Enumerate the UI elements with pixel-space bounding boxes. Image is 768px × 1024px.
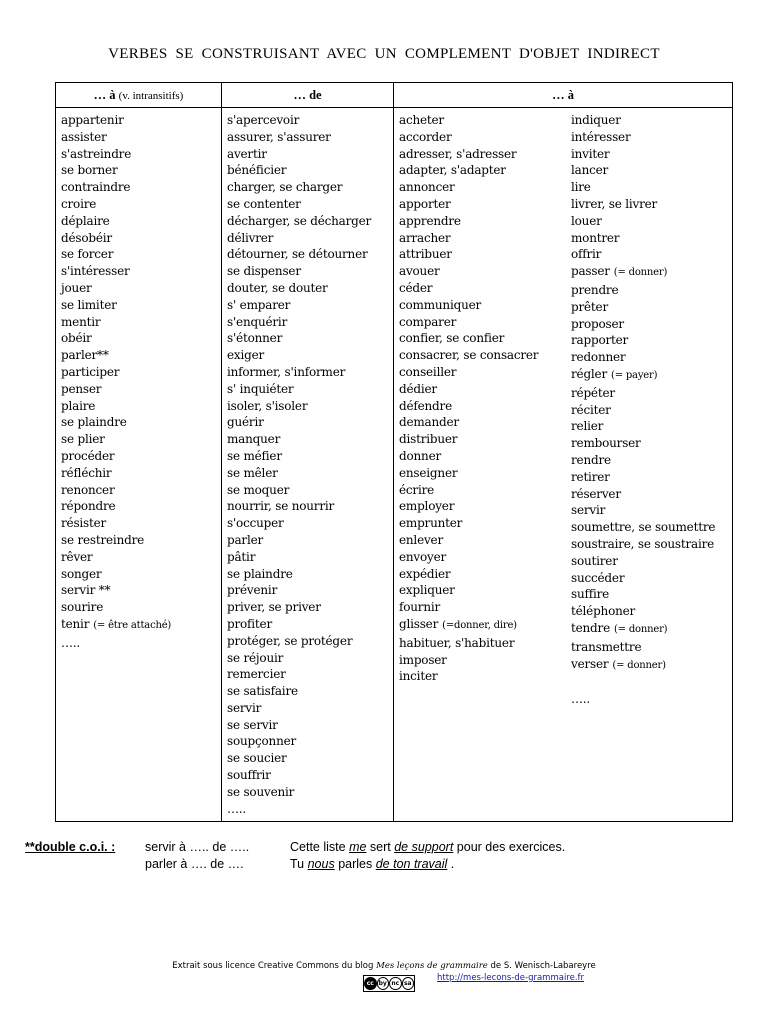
list-item: rembourser (571, 436, 641, 451)
header-a-transitive: … à (394, 83, 733, 108)
list-item: louer (571, 213, 602, 228)
list-item: rendre (571, 452, 611, 467)
list-item: pâtir (227, 549, 256, 564)
verb-note: (= payer) (611, 369, 658, 381)
list-item: participer (61, 364, 120, 379)
list-item: communiquer (399, 297, 482, 312)
list-item: soupçonner (227, 734, 297, 749)
verb-list-a-intransitive-tail (61, 616, 221, 652)
footnote-label: **double c.o.i. : (25, 840, 116, 854)
list-item: priver, se priver (227, 600, 321, 615)
sentence-text: parles (334, 857, 376, 871)
list-item: se soucier (227, 751, 287, 766)
list-item: enseigner (399, 465, 458, 480)
list-item: assister (61, 129, 107, 144)
list-item (61, 616, 221, 635)
list-item: se dispenser (227, 264, 301, 279)
verb-note: (= donner) (612, 659, 666, 671)
column-a-transitive-split (399, 112, 732, 708)
sentence-coi-travail: de ton travail (375, 857, 448, 871)
list-item: protéger, se protéger (227, 633, 353, 648)
verb-table (55, 82, 733, 822)
list-item: comparer (399, 314, 457, 329)
list-item: prendre (571, 282, 619, 297)
list-item: réfléchir (61, 465, 112, 480)
column-de (222, 108, 394, 822)
list-item: jouer (61, 280, 92, 295)
verb-text: tendre (571, 620, 610, 635)
verb-list-de (227, 112, 393, 801)
list-item (571, 366, 715, 385)
list-item: appartenir (61, 113, 124, 127)
list-item: se méfier (227, 448, 282, 463)
list-item: se souvenir (227, 784, 295, 799)
list-item: isoler, s'isoler (227, 398, 308, 413)
list-item (571, 656, 715, 675)
list-ellipsis: ….. (227, 801, 247, 816)
list-item: se plaindre (227, 566, 293, 581)
list-item: expliquer (399, 583, 455, 598)
list-item: renoncer (61, 482, 115, 497)
list-item: prévenir (227, 583, 278, 598)
list-item: confier, se confier (399, 331, 505, 346)
verb-note: (= donner) (613, 267, 668, 279)
list-item (571, 620, 715, 639)
list-item: s'étonner (227, 331, 283, 346)
footnote-sentence-1 (290, 840, 565, 854)
sentence-text: sert (366, 840, 395, 854)
verb-list-a-intransitive (61, 112, 221, 616)
footnote-sentence-2 (290, 857, 454, 871)
column-a-intransitive (56, 108, 222, 822)
list-item: s'astreindre (61, 146, 132, 161)
list-item: habituer, s'habituer (399, 635, 515, 650)
list-item: penser (61, 381, 102, 396)
list-item: succéder (571, 570, 625, 585)
sentence-text: pour des exercices. (453, 840, 566, 854)
list-item: se servir (227, 717, 278, 732)
list-item: douter, se douter (227, 280, 328, 295)
footnote-example-parler: parler à …. de …. (145, 857, 244, 871)
list-item: s'intéresser (61, 264, 130, 279)
sentence-text: Cette liste (290, 840, 350, 854)
list-item: se plaindre (61, 415, 127, 430)
blank-line (571, 674, 715, 691)
list-item: réciter (571, 402, 611, 417)
list-item: soumettre, se soumettre (571, 520, 716, 535)
creative-commons-badge (363, 975, 415, 992)
list-item: parler** (61, 348, 109, 363)
list-item: croire (61, 196, 97, 211)
list-item: proposer (571, 316, 624, 331)
verb-note: (= être attaché) (93, 619, 172, 631)
blog-link[interactable]: http://mes-lecons-de-grammaire.fr (437, 973, 585, 983)
sa-icon: sa (402, 977, 415, 990)
list-item: s'apercevoir (227, 113, 300, 127)
list-item: se forcer (61, 247, 114, 262)
list-item: redonner (571, 350, 626, 365)
list-item: se réjouir (227, 650, 284, 665)
list-item: céder (399, 280, 433, 295)
list-item (399, 616, 571, 635)
list-item: inviter (571, 146, 610, 161)
list-item: fournir (399, 600, 441, 615)
list-item: servir ** (61, 583, 111, 598)
header-a-label: … à (93, 87, 116, 102)
list-item: attribuer (399, 247, 452, 262)
list-item: profiter (227, 616, 272, 631)
list-item: sourire (61, 600, 104, 615)
list-item: informer, s'informer (227, 364, 346, 379)
list-item: désobéir (61, 230, 112, 245)
list-item: dédier (399, 381, 437, 396)
header-a-sublabel: (v. intransitifs) (118, 89, 184, 102)
list-item: lire (571, 180, 591, 195)
list-item: conseiller (399, 364, 457, 379)
license-credit (0, 961, 768, 971)
list-item: réserver (571, 486, 621, 501)
list-item: s'enquérir (227, 314, 288, 329)
list-item: employer (399, 499, 455, 514)
credit-text: Extrait sous licence Creative Commons du blog (172, 961, 377, 971)
list-item: procéder (61, 448, 115, 463)
sentence-text: . (447, 857, 455, 871)
sentence-coi-nous: nous (307, 857, 335, 871)
list-item: se limiter (61, 297, 117, 312)
list-item: imposer (399, 652, 447, 667)
list-ellipsis: ….. (61, 635, 81, 650)
list-item: expédier (399, 566, 451, 581)
list-item: téléphoner (571, 604, 636, 619)
list-item: livrer, se livrer (571, 196, 658, 211)
list-item: consacrer, se consacrer (399, 348, 539, 363)
list-item: remercier (227, 667, 286, 682)
credit-author: de S. Wenisch-Labareyre (487, 961, 596, 971)
verb-text: passer (571, 264, 610, 279)
list-item: défendre (399, 398, 452, 413)
list-item: retirer (571, 469, 610, 484)
list-item: apprendre (399, 213, 461, 228)
list-item: inciter (399, 669, 438, 684)
list-item: emprunter (399, 516, 463, 531)
list-item: décharger, se décharger (227, 213, 372, 228)
list-item: répéter (571, 385, 615, 400)
credit-blog-name: Mes leçons de grammaire (376, 961, 488, 971)
list-item: soutirer (571, 553, 618, 568)
list-item: annoncer (399, 180, 455, 195)
list-item: souffrir (227, 768, 271, 783)
list-item: indiquer (571, 113, 621, 127)
list-item: se contenter (227, 196, 301, 211)
nc-icon: nc (389, 977, 402, 990)
list-item: s'occuper (227, 516, 284, 531)
list-item: obéir (61, 331, 92, 346)
footnote-example-servir: servir à ….. de ….. (145, 840, 250, 854)
list-item: avouer (399, 264, 440, 279)
list-item: acheter (399, 113, 444, 127)
list-item: avertir (227, 146, 267, 161)
sentence-coi-support: de support (394, 840, 454, 854)
list-item: contraindre (61, 180, 131, 195)
list-item: se satisfaire (227, 684, 298, 699)
list-item: délivrer (227, 230, 274, 245)
list-item: nourrir, se nourrir (227, 499, 335, 514)
list-item: servir (571, 503, 606, 518)
list-item: rêver (61, 549, 93, 564)
header-a-intransitive (56, 83, 222, 108)
list-item: montrer (571, 230, 620, 245)
list-item: arracher (399, 230, 451, 245)
list-item: adapter, s'adapter (399, 163, 506, 178)
list-item: rapporter (571, 333, 629, 348)
list-item: donner (399, 448, 442, 463)
list-item: se moquer (227, 482, 290, 497)
list-item: distribuer (399, 432, 458, 447)
list-item: s' inquiéter (227, 381, 294, 396)
verb-text: verser (571, 656, 609, 671)
list-item: se borner (61, 163, 118, 178)
verb-list-a-transitive-right (571, 112, 715, 708)
list-item: écrire (399, 482, 435, 497)
list-item: suffire (571, 587, 610, 602)
list-ellipsis: ….. (571, 692, 591, 707)
verb-text: glisser (399, 616, 439, 631)
sentence-text: Tu (290, 857, 308, 871)
verb-text: régler (571, 366, 607, 381)
list-item: accorder (399, 129, 452, 144)
footnote-line-2 (25, 857, 454, 871)
header-de: … de (222, 83, 394, 108)
list-item: exiger (227, 348, 265, 363)
list-item: déplaire (61, 213, 110, 228)
list-item: guérir (227, 415, 264, 430)
verb-note: (=donner, dire) (442, 619, 517, 631)
verb-list-a-transitive-left (399, 112, 571, 708)
list-item: se mêler (227, 465, 278, 480)
list-item: enlever (399, 532, 443, 547)
list-item: répondre (61, 499, 116, 514)
list-item: relier (571, 419, 604, 434)
list-item: demander (399, 415, 459, 430)
sentence-coi-me: me (349, 840, 367, 854)
verb-list-de-tail (227, 801, 393, 818)
header-row (56, 83, 733, 108)
list-item: assurer, s'assurer (227, 129, 331, 144)
verb-text: tenir (61, 616, 90, 631)
footnote-line-1 (25, 840, 565, 854)
list-item: intéresser (571, 129, 631, 144)
column-a-transitive (394, 108, 733, 822)
list-item: lancer (571, 163, 609, 178)
list-item: transmettre (571, 639, 642, 654)
list-item: manquer (227, 432, 281, 447)
list-item: offrir (571, 247, 602, 262)
list-item (571, 263, 715, 282)
cc-icon: cc (364, 977, 377, 990)
list-item: plaire (61, 398, 96, 413)
list-item: envoyer (399, 549, 447, 564)
list-item: apporter (399, 196, 451, 211)
verb-note: (= donner) (613, 623, 668, 635)
list-item: songer (61, 566, 102, 581)
by-icon: by (377, 977, 390, 990)
list-item: adresser, s'adresser (399, 146, 517, 161)
list-item: servir (227, 700, 262, 715)
list-item: s' emparer (227, 297, 291, 312)
page-title: VERBES SE CONSTRUISANT AVEC UN COMPLEMENT D'OBJET INDIRECT (108, 46, 660, 62)
list-item: soustraire, se soustraire (571, 536, 715, 551)
list-item: bénéficier (227, 163, 287, 178)
list-item: charger, se charger (227, 180, 343, 195)
list-item: détourner, se détourner (227, 247, 368, 262)
body-row (56, 108, 733, 822)
list-item: mentir (61, 314, 101, 329)
list-item: se restreindre (61, 532, 145, 547)
list-item: se plier (61, 432, 105, 447)
list-item: prêter (571, 299, 608, 314)
list-item: résister (61, 516, 107, 531)
list-item: parler (227, 532, 264, 547)
